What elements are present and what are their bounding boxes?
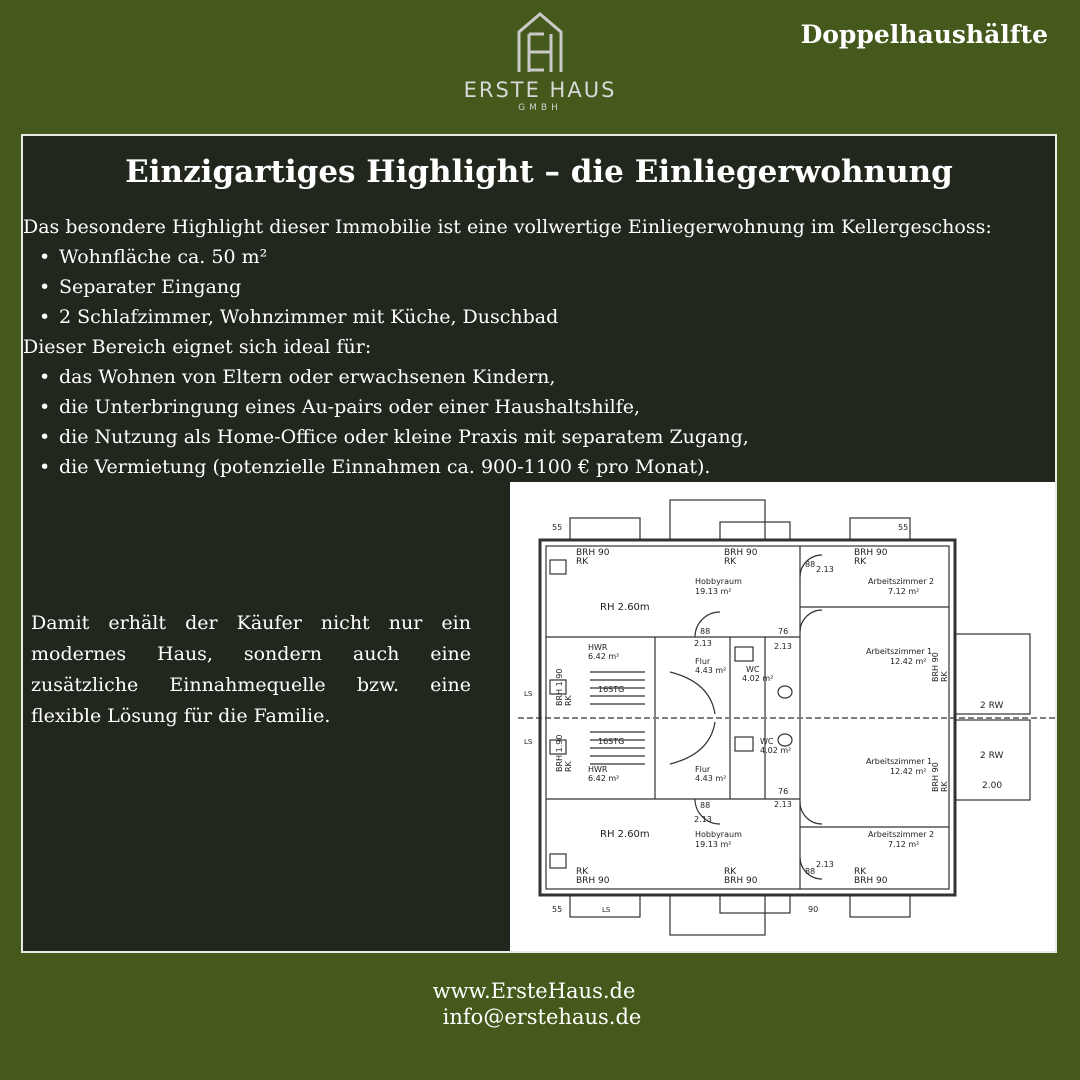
label-hobbyraum: Hobbyraum (695, 830, 742, 839)
dimension-label: 88 (700, 801, 711, 810)
dimension-label: 2.13 (774, 642, 792, 651)
label-rw: 2 RW (980, 701, 1004, 711)
label-wc-area: 4.02 m² (760, 746, 792, 755)
label-brh: BRH 90 (576, 548, 610, 558)
label-flur-area: 4.43 m² (695, 666, 727, 675)
label-rk: RK (576, 557, 589, 567)
use-item: • die Nutzung als Home-Office oder kleine Praxis mit separatem Zugang, (59, 422, 1053, 452)
email-link[interactable]: info@erstehaus.de (442, 1005, 642, 1029)
use-item: • die Vermietung (potenzielle Einnahmen ca. 900-1100 € pro Monat). (59, 452, 1053, 482)
label-flur: Flur (695, 657, 711, 666)
label-wc: WC (760, 737, 774, 746)
label-brh-vertical: BRH 90 (931, 652, 940, 682)
label-arbeitszimmer2-area: 7.12 m² (888, 587, 920, 596)
feature-list (23, 242, 1053, 332)
label-hwr: HWR (588, 765, 608, 774)
label-flur-area: 4.43 m² (695, 774, 727, 783)
dimension-label: 2.13 (694, 815, 712, 824)
label-arbeitszimmer1: Arbeitszimmer 1 (866, 757, 933, 766)
label-ls: LS (524, 690, 533, 698)
label-brh: BRH 90 (576, 876, 610, 886)
dimension-label: 76 (778, 627, 789, 636)
feature-item: • 2 Schlafzimmer, Wohnzimmer mit Küche, Duschbad (59, 302, 1053, 332)
website-link[interactable]: www.ErsteHaus.de (432, 979, 636, 1003)
label-brh: BRH 90 (724, 548, 758, 558)
label-ls: LS (602, 906, 611, 914)
label-stairs: 16STG (598, 737, 625, 746)
uses-list (23, 362, 1053, 482)
dimension-label: 88 (805, 560, 816, 569)
description (23, 212, 1053, 482)
label-rk: RK (724, 557, 737, 567)
dimension-label: 88 (700, 627, 711, 636)
label-arbeitszimmer1: Arbeitszimmer 1 (866, 647, 933, 656)
label-stairs: 16STG (598, 685, 625, 694)
headline: Einzigartiges Highlight – die Einliegerwohnung (125, 154, 953, 190)
label-arbeitszimmer2: Arbeitszimmer 2 (868, 577, 935, 586)
feature-item: • Wohnfläche ca. 50 m² (59, 242, 1053, 272)
label-hwr-area: 6.42 m² (588, 652, 620, 661)
label-hwr: HWR (588, 643, 608, 652)
feature-item: • Separater Eingang (59, 272, 1053, 302)
content-panel (21, 134, 1057, 953)
label-rk-vertical: RK (940, 781, 949, 792)
label-brh-vertical: BRH 1.90 (555, 668, 564, 706)
label-rk-vertical: RK (564, 761, 573, 772)
label-flur: Flur (695, 765, 711, 774)
brand-logo (440, 12, 640, 132)
label-brh-vertical: BRH 90 (931, 762, 940, 792)
label-rk: RK (576, 867, 589, 877)
label-brh-vertical: BRH 1.90 (555, 734, 564, 772)
closing-text: Damit erhält der Käufer nicht nur ein modernes Haus, sondern auch eine zusätzliche Einnahmequelle bzw. eine flexible Lösung für die Familie. (31, 612, 471, 727)
label-ls: LS (524, 738, 533, 746)
dimension-label: 2.13 (774, 800, 792, 809)
contact-footer (0, 978, 1080, 1030)
label-hwr-area: 6.42 m² (588, 774, 620, 783)
label-brh: BRH 90 (854, 548, 888, 558)
label-room-height: RH 2.60m (600, 602, 650, 613)
brand-name: ERSTE HAUS (463, 78, 617, 102)
property-type-tag: Doppelhaushälfte (800, 20, 1048, 49)
label-arbeitszimmer1-area: 12.42 m² (890, 657, 927, 666)
dimension-label: 90 (808, 905, 819, 914)
label-room-height: RH 2.60m (600, 829, 650, 840)
intro-text: Das besondere Highlight dieser Immobilie ist eine vollwertige Einliegerwohnung im Kellergeschoss: (23, 216, 992, 238)
label-arbeitszimmer2: Arbeitszimmer 2 (868, 830, 935, 839)
label-arbeitszimmer2-area: 7.12 m² (888, 840, 920, 849)
label-rw: 2 RW (980, 751, 1004, 761)
label-hobbyraum-area: 19.13 m² (695, 587, 732, 596)
floor-plan-drawing (510, 482, 1055, 951)
dimension-label: 88 (805, 867, 816, 876)
brand-suffix: GMBH (518, 103, 562, 113)
label-rk-vertical: RK (564, 695, 573, 706)
dimension-label: 2.13 (694, 639, 712, 648)
dimension-label: 76 (778, 787, 789, 796)
label-hobbyraum: Hobbyraum (695, 577, 742, 586)
label-rk: RK (724, 867, 737, 877)
uses-intro: Dieser Bereich eignet sich ideal für: (23, 336, 372, 358)
label-brh: BRH 90 (854, 876, 888, 886)
dimension-label: 2.00 (982, 781, 1003, 791)
use-item: • das Wohnen von Eltern oder erwachsenen Kindern, (59, 362, 1053, 392)
dimension-label: 2.13 (816, 565, 834, 574)
dimension-label: 55 (898, 523, 909, 532)
label-rk-vertical: RK (940, 671, 949, 682)
label-wc: WC (746, 665, 760, 674)
label-rk: RK (854, 557, 867, 567)
label-brh: BRH 90 (724, 876, 758, 886)
label-wc-area: 4.02 m² (742, 674, 774, 683)
label-hobbyraum-area: 19.13 m² (695, 840, 732, 849)
floor-plan (510, 482, 1055, 951)
label-arbeitszimmer1-area: 12.42 m² (890, 767, 927, 776)
dimension-label: 55 (552, 523, 563, 532)
label-rk: RK (854, 867, 867, 877)
use-item: • die Unterbringung eines Au-pairs oder einer Haushaltshilfe, (59, 392, 1053, 422)
house-logo-icon (517, 12, 563, 74)
dimension-label: 2.13 (816, 860, 834, 869)
dimension-label: 55 (552, 905, 563, 914)
